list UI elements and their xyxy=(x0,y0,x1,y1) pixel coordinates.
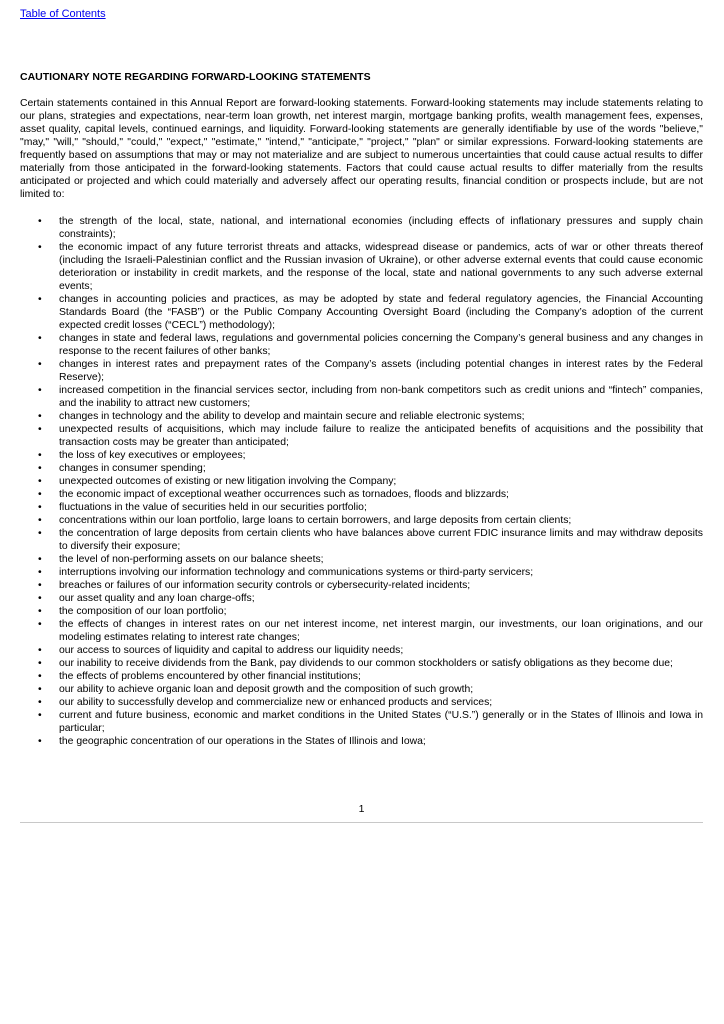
list-item-text: the strength of the local, state, national, and international economies (including effects of inflationary pressures and supply chain constraints); xyxy=(59,216,703,240)
list-item-text: changes in technology and the ability to develop and maintain secure and reliable electronic systems; xyxy=(59,411,525,422)
list-item-text: unexpected outcomes of existing or new litigation involving the Company; xyxy=(59,476,397,487)
bullet-icon: • xyxy=(38,619,42,630)
list-item-text: the economic impact of any future terrorist threats and attacks, widespread disease or pandemics, acts of war or other threats thereof (including the Israeli-Palestinian conflict and the Russian invasion of Ukraine), or other adverse external events that could cause economic deterioration or instability in credit markets, and the response of the local, state and national governments to any such adverse external events; xyxy=(59,242,703,292)
bullet-icon: • xyxy=(38,671,42,682)
list-item xyxy=(20,696,703,709)
list-item xyxy=(20,293,703,332)
list-item xyxy=(20,644,703,657)
list-item-text: changes in state and federal laws, regulations and governmental policies concerning the Company’s general business and any changes in response to the recent failures of other banks; xyxy=(59,333,703,357)
list-item xyxy=(20,384,703,410)
list-item xyxy=(20,241,703,293)
list-item xyxy=(20,579,703,592)
bullet-icon: • xyxy=(38,385,42,396)
list-item xyxy=(20,553,703,566)
list-item xyxy=(20,488,703,501)
risk-factor-list xyxy=(20,215,703,748)
list-item-text: fluctuations in the value of securities held in our securities portfolio; xyxy=(59,502,367,513)
bullet-icon: • xyxy=(38,489,42,500)
bullet-icon: • xyxy=(38,294,42,305)
list-item xyxy=(20,527,703,553)
bullet-icon: • xyxy=(38,333,42,344)
bullet-icon: • xyxy=(38,450,42,461)
list-item xyxy=(20,514,703,527)
list-item-text: our inability to receive dividends from the Bank, pay dividends to our common stockholders or satisfy obligations as they become due; xyxy=(59,658,673,669)
list-item-text: the economic impact of exceptional weather occurrences such as tornadoes, floods and blizzards; xyxy=(59,489,509,500)
list-item-text: the loss of key executives or employees; xyxy=(59,450,246,461)
list-item xyxy=(20,605,703,618)
bullet-icon: • xyxy=(38,424,42,435)
bullet-icon: • xyxy=(38,658,42,669)
bullet-icon: • xyxy=(38,645,42,656)
list-item-text: changes in accounting policies and practices, as may be adopted by state and federal regulatory agencies, the Financial Accounting Standards Board (the “FASB”) or the Public Company Accounting Oversight Board (including the Company’s adoption of the current expected credit losses (“CECL”) methodology); xyxy=(59,294,703,331)
section-heading: CAUTIONARY NOTE REGARDING FORWARD-LOOKING STATEMENTS xyxy=(20,71,371,83)
list-item xyxy=(20,735,703,748)
list-item xyxy=(20,683,703,696)
list-item xyxy=(20,332,703,358)
bullet-icon: • xyxy=(38,515,42,526)
list-item-text: our access to sources of liquidity and capital to address our liquidity needs; xyxy=(59,645,404,656)
list-item-text: the effects of changes in interest rates on our net interest income, net interest margin, our investments, our loan originations, and our modeling estimates relating to interest rate changes; xyxy=(59,619,703,643)
list-item xyxy=(20,475,703,488)
list-item xyxy=(20,566,703,579)
list-item-text: the level of non-performing assets on our balance sheets; xyxy=(59,554,324,565)
list-item-text: our asset quality and any loan charge-offs; xyxy=(59,593,255,604)
list-item xyxy=(20,592,703,605)
bullet-icon: • xyxy=(38,736,42,747)
bullet-icon: • xyxy=(38,528,42,539)
list-item xyxy=(20,709,703,735)
list-item-text: changes in interest rates and prepayment rates of the Company’s assets (including potential changes in interest rates by the Federal Reserve); xyxy=(59,359,703,383)
bullet-icon: • xyxy=(38,359,42,370)
bullet-icon: • xyxy=(38,697,42,708)
list-item-text: changes in consumer spending; xyxy=(59,463,206,474)
list-item xyxy=(20,618,703,644)
list-item xyxy=(20,670,703,683)
list-item-text: the effects of problems encountered by other financial institutions; xyxy=(59,671,361,682)
list-item xyxy=(20,449,703,462)
list-item-text: current and future business, economic and market conditions in the United States (“U.S.”) generally or in the States of Illinois and Iowa in particular; xyxy=(59,710,703,734)
list-item-text: our ability to achieve organic loan and deposit growth and the composition of such growth; xyxy=(59,684,474,695)
bullet-icon: • xyxy=(38,242,42,253)
page-divider xyxy=(20,822,703,823)
list-item-text: the composition of our loan portfolio; xyxy=(59,606,227,617)
bullet-icon: • xyxy=(38,567,42,578)
bullet-icon: • xyxy=(38,411,42,422)
bullet-icon: • xyxy=(38,502,42,513)
page-number: 1 xyxy=(358,803,365,815)
bullet-icon: • xyxy=(38,554,42,565)
bullet-icon: • xyxy=(38,710,42,721)
list-item-text: increased competition in the financial services sector, including from non-bank competitors such as credit unions and “fintech” companies, and the inability to attract new customers; xyxy=(59,385,703,409)
list-item-text: the concentration of large deposits from certain clients who have balances above current FDIC insurance limits and may withdraw deposits to diversify their exposure; xyxy=(59,528,703,552)
list-item xyxy=(20,501,703,514)
table-of-contents-link[interactable]: Table of Contents xyxy=(20,8,106,20)
list-item xyxy=(20,358,703,384)
bullet-icon: • xyxy=(38,606,42,617)
list-item-text: interruptions involving our information technology and communications systems or third-party servicers; xyxy=(59,567,534,578)
bullet-icon: • xyxy=(38,684,42,695)
list-item xyxy=(20,657,703,670)
list-item-text: concentrations within our loan portfolio, large loans to certain borrowers, and large deposits from certain clients; xyxy=(59,515,572,526)
list-item xyxy=(20,215,703,241)
bullet-icon: • xyxy=(38,580,42,591)
bullet-icon: • xyxy=(38,476,42,487)
list-item xyxy=(20,423,703,449)
intro-paragraph: Certain statements contained in this Annual Report are forward-looking statements. Forward-looking statements may include statements relating to our plans, strategies and expectations, near-term loan growth, net interest margin, mortgage banking profits, wealth management fees, expenses, asset quality, capital levels, continued earnings, and liquidity. Forward-looking statements are generally identifiable by use of the words "believe," "may," "will," "should," "could," "expect," "estimate," "intend," "anticipate," "project," "plan" or similar expressions. Forward-looking statements are frequently based on assumptions that may or may not materialize and are subject to numerous uncertainties that could cause actual results to differ materially from those anticipated in the forward-looking statements. Factors that could cause actual results to differ materially from the results anticipated or projected and which could materially and adversely affect our operating results, financial condition or prospects include, but are not limited to: xyxy=(20,98,703,200)
bullet-icon: • xyxy=(38,216,42,227)
list-item-text: the geographic concentration of our operations in the States of Illinois and Iowa; xyxy=(59,736,426,747)
list-item-text: our ability to successfully develop and commercialize new or enhanced products and services; xyxy=(59,697,493,708)
list-item-text: unexpected results of acquisitions, which may include failure to realize the anticipated benefits of acquisitions and the possibility that transaction costs may be greater than anticipated; xyxy=(59,424,703,448)
list-item xyxy=(20,462,703,475)
list-item-text: breaches or failures of our information security controls or cybersecurity-related incidents; xyxy=(59,580,471,591)
list-item xyxy=(20,410,703,423)
bullet-icon: • xyxy=(38,463,42,474)
bullet-icon: • xyxy=(38,593,42,604)
